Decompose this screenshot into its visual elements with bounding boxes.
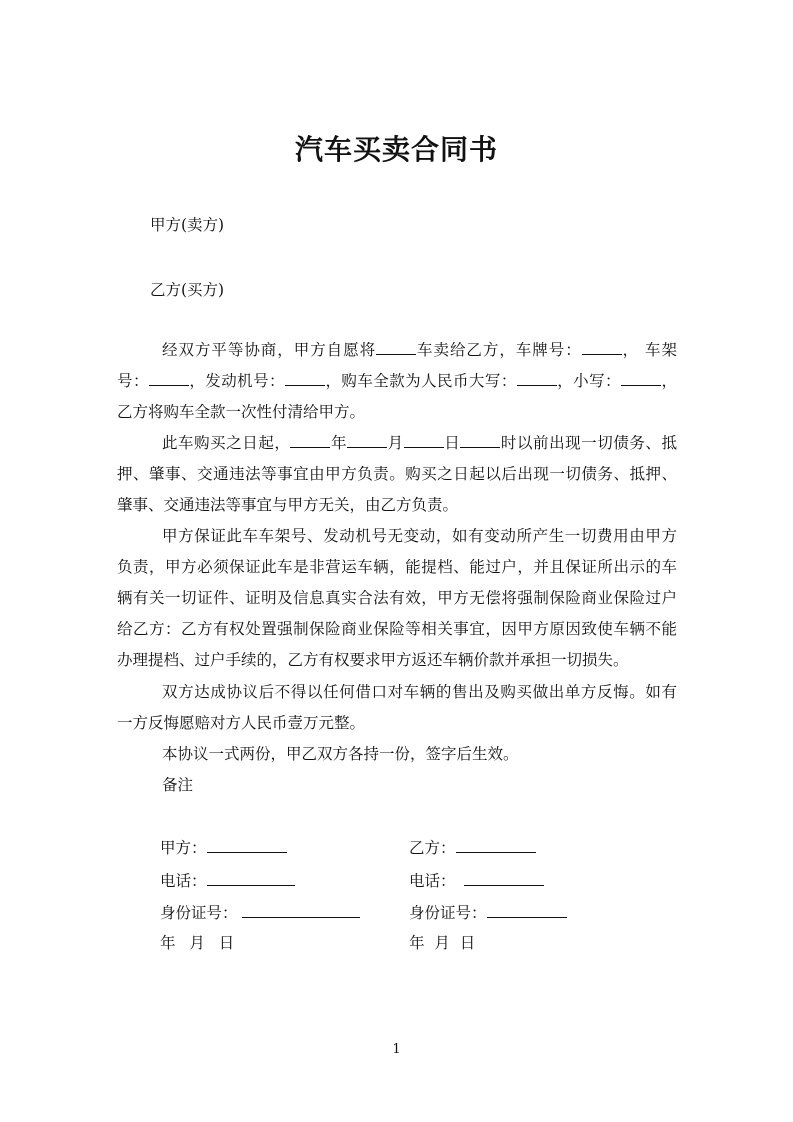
paragraph-1-line-1 (162, 340, 677, 360)
paragraph-4-line-1: 双方达成协议后不得以任何借口对车辆的售出及购买做出单方反悔。如有 (162, 683, 677, 701)
label: 电话： (409, 872, 456, 890)
page-number: 1 (392, 1042, 401, 1057)
text: 经双方平等协商，甲方自愿将 (162, 341, 377, 359)
document-title: 汽车买卖合同书 (294, 133, 498, 166)
text: 年 (330, 434, 348, 452)
phone-field[interactable] (207, 871, 295, 886)
sign-party-a (160, 838, 287, 858)
text: 此车购买之日起， (162, 434, 291, 452)
paragraph-4-line-2: 一方反悔愿赔对方人民币壹万元整。 (117, 714, 366, 732)
text: ，发动机号： (188, 372, 285, 390)
label: 身份证号： (409, 904, 487, 922)
paragraph-1-line-2 (117, 371, 677, 391)
sign-phone-a (160, 871, 295, 891)
phone-field[interactable] (464, 871, 544, 886)
paragraph-3-line-1: 甲方保证此车车架号、发动机号无变动，如有变动所产生一切费用由甲方 (162, 527, 677, 545)
sign-id-b (409, 903, 567, 923)
text: 号： (117, 372, 149, 390)
blank-field[interactable] (290, 433, 330, 448)
blank-field[interactable] (404, 433, 444, 448)
text: ，购车全款为人民币大写： (325, 372, 517, 390)
paragraph-5: 本协议一式两份，甲乙双方各持一份，签字后生效。 (162, 745, 519, 763)
id-field[interactable] (487, 903, 567, 918)
paragraph-2-line-2: 押、肇事、交通违法等事宜由甲方负责。购买之日起以后出现一切债务、抵押、 (117, 465, 677, 483)
signature-field[interactable] (207, 838, 287, 853)
party-b-label: 乙方(买方) (150, 281, 225, 299)
paragraph-2-line-3: 肇事、交通违法等事宜与甲方无关，由乙方负责。 (117, 496, 459, 514)
sign-party-b (409, 838, 536, 858)
sign-phone-b (409, 871, 544, 891)
text: 时以前出现一切债务、抵 (500, 434, 677, 452)
sign-date-a: 年 月 日 (160, 934, 235, 952)
label: 乙方： (409, 839, 456, 857)
text: 车卖给乙方，车牌号： (416, 341, 582, 359)
blank-field[interactable] (621, 371, 661, 386)
text: 日 (443, 434, 461, 452)
paragraph-3-line-4: 给乙方：乙方有权处置强制保险商业保险等相关事宜，因甲方原因致使车辆不能 (117, 620, 677, 638)
label: 身份证号： (160, 904, 238, 922)
text: ， 车架 (621, 341, 677, 359)
remark-label: 备注 (162, 776, 194, 794)
text: ，小写： (556, 372, 621, 390)
text: ， (661, 372, 677, 390)
blank-field[interactable] (460, 433, 500, 448)
blank-field[interactable] (376, 340, 416, 355)
label: 电话： (160, 872, 207, 890)
paragraph-3-line-2: 负责，甲方必须保证此车是非营运车辆，能提档、能过户，并且保证所出示的车 (117, 558, 677, 576)
paragraph-3-line-3: 辆有关一切证件、证明及信息真实合法有效，甲方无偿将强制保险商业保险过户 (117, 589, 677, 607)
blank-field[interactable] (285, 371, 325, 386)
label: 甲方： (160, 839, 207, 857)
blank-field[interactable] (517, 371, 557, 386)
paragraph-2-line-1 (162, 433, 677, 453)
sign-date-b: 年 月 日 (409, 934, 476, 952)
signature-field[interactable] (456, 838, 536, 853)
id-field[interactable] (242, 903, 360, 918)
blank-field[interactable] (582, 340, 622, 355)
blank-field[interactable] (347, 433, 387, 448)
blank-field[interactable] (149, 371, 189, 386)
paragraph-3-line-5: 办理提档、过户手续的，乙方有权要求甲方返还车辆价款并承担一切损失。 (117, 651, 629, 669)
text: 月 (387, 434, 404, 452)
paragraph-1-line-3: 乙方将购车全款一次性付清给甲方。 (117, 403, 366, 421)
party-a-label: 甲方(卖方) (150, 216, 225, 234)
sign-id-a (160, 903, 360, 923)
